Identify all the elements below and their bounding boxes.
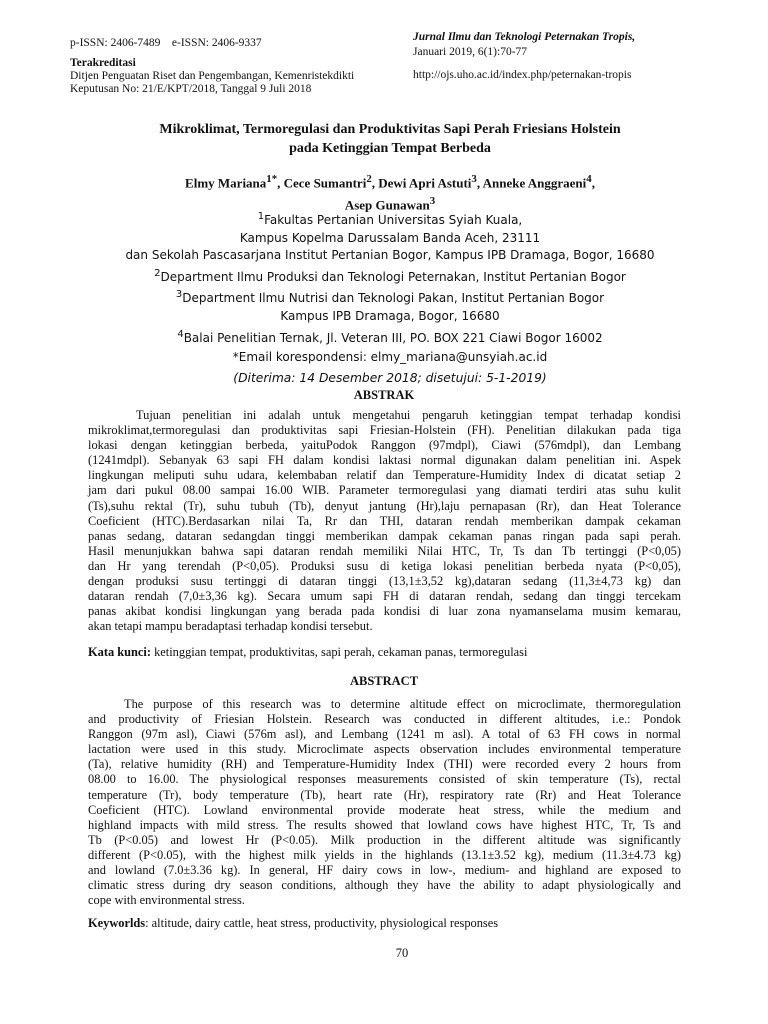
abstrak-line: dengan produksi susu tertinggi di dataran tinggi (13,1±3,52 kg),dataran sedang (11,3±4,73 kg) dan xyxy=(88,574,681,589)
affiliations xyxy=(40,208,740,387)
accreditation-line-1: Ditjen Penguatan Riset dan Pengembangan, Kemenristekdikti xyxy=(70,70,355,82)
author-name: Asep Gunawan xyxy=(344,197,430,213)
author-affiliation-mark: 4 xyxy=(586,173,592,185)
author-affiliation-mark: 2 xyxy=(366,173,372,185)
affiliation-3-line-2: Kampus IPB Dramaga, Bogor, 16680 xyxy=(280,308,500,323)
abstract-heading: ABSTRACT xyxy=(349,674,419,688)
abstract-line: climatic stress during dry season conditions, although they have the ability to adapt physiologically and xyxy=(88,878,681,893)
abstrak-body xyxy=(88,408,681,634)
affiliation-1-line-3: dan Sekolah Pascasarjana Institut Pertanian Bogor, Kampus IPB Dramaga, Bogor, 16680 xyxy=(125,248,655,263)
abstract-line: The purpose of this research was to determine altitude effect on microclimate, thermoregulation xyxy=(124,697,681,711)
abstrak-line: lokasi dengan ketinggian berbeda, yaituPodok Ranggon (97mdpl), Ciawi (576mdpl), dan Lembang xyxy=(88,438,681,453)
affiliation-text: Fakultas Pertanian Universitas Syiah Kuala, xyxy=(264,213,523,227)
abstrak-heading: ABSTRAK xyxy=(353,388,415,402)
received-accepted-dates: (Diterima: 14 Desember 2018; disetujui: 5-1-2019) xyxy=(233,370,547,385)
affiliation-mark: 2 xyxy=(154,267,161,279)
affiliation-mark: 4 xyxy=(177,328,184,340)
author-affiliation-mark: 3 xyxy=(471,173,477,185)
affiliation-text: Balai Penelitian Ternak, Jl. Veteran III, PO. BOX 221 Ciawi Bogor 16002 xyxy=(183,330,603,345)
author-name: Anneke Anggraeni xyxy=(482,175,587,191)
abstrak-line: Coeficient (HTC).Berdasarkan nilai Ta, Rr dan THI, dataran rendah memberikan dampak cekaman xyxy=(88,513,681,528)
title-line-2: pada Ketinggian Tempat Berbeda xyxy=(289,141,491,156)
affiliation-text: Department Ilmu Nutrisi dan Teknologi Pakan, Institut Pertanian Bogor xyxy=(182,291,605,306)
keywords-text: : altitude, dairy cattle, heat stress, productivity, physiological responses xyxy=(145,916,499,930)
journal-url[interactable]: http://ojs.uho.ac.id/index.php/peternakan-tropis xyxy=(413,69,632,81)
affiliation-1 xyxy=(40,208,740,230)
abstract-line: temperature (Tr), body temperature (Tb), heart rate (Hr), respiratory rate (Rr) and Heat Tolerance xyxy=(88,787,681,802)
abstract-line: highland impacts with mild stress. The results showed that lowland cows have highest HTC, Tr, Ts and xyxy=(88,817,681,832)
keywords-label: Keyworlds xyxy=(88,916,146,930)
abstract-line: lactation were used in this study. Microclimate aspects observation includes environmental temperature xyxy=(88,742,681,757)
title-line-1: Mikroklimat, Termoregulasi dan Produktivitas Sapi Perah Friesians Holstein xyxy=(159,122,621,137)
abstrak-line: (Ts),suhu rektal (Tr), suhu tubuh (Tb), denyut jantung (Hr),laju pernapasan (Rr), dan Heat Tolerance xyxy=(88,498,681,513)
abstrak-line: dan Hr yang terendah (P<0,05). Produksi susu di ketiga lokasi penelitian berbeda nyata (P<0,05), xyxy=(88,558,681,573)
abstrak-line: Tujuan penelitian ini adalah untuk mengetahui pengaruh ketinggian tempat terhadap kondisi xyxy=(136,408,681,422)
keywords-text: ketinggian tempat, produktivitas, sapi perah, cekaman panas, termoregulasi xyxy=(151,645,528,659)
affiliation-text: Department Ilmu Produksi dan Teknologi Peternakan, Institut Pertanian Bogor xyxy=(160,269,626,284)
author-affiliation-mark: 1* xyxy=(266,173,278,185)
abstract-line: (Ta), relative humidity (RH) and Temperature-Humidity Index (THI) were recorded every 2 hours from xyxy=(88,757,681,772)
affiliation-1-line-2: Kampus Kopelma Darussalam Banda Aceh, 23111 xyxy=(239,230,541,245)
abstract-line: and lowland (7.0±3.36 kg). In general, HF dairy cows in low-, medium- and highland are exposed to xyxy=(88,863,681,878)
abstract-line: different (P<0.05), with the highest milk yields in the highlands (13.1±3.52 kg), medium (11.3±4.73 kg) xyxy=(88,847,681,862)
abstrak-line: jam dari pukul 08.00 sampai 16.00 WIB. Parameter termoregulasi yang diamati terdiri atas suhu kulit xyxy=(88,483,681,498)
journal-issue: Januari 2019, 6(1):70-77 xyxy=(413,46,528,58)
abstrak-line: (1241mdpl). Sebanyak 63 sapi FH dalam kondisi laktasi normal digunakan dalam penelitian ini. Aspek xyxy=(88,453,681,468)
abstract-body xyxy=(88,697,681,908)
abstract-line: 08.00 to 16.00. The physiological responses measurements consisted of skin temperature (Ts), rectal xyxy=(88,772,681,787)
author-affiliation-mark: 3 xyxy=(429,195,436,208)
corresponding-email[interactable]: *Email korespondensi: elmy_mariana@unsyiah.ac.id xyxy=(232,350,548,365)
affiliation-mark: 1 xyxy=(257,211,265,222)
abstrak-line: mikroklimat,termoregulasi dan produktivitas sapi Friesian-Holstein (FH). Penelitian dilakukan pada tiga xyxy=(88,423,681,438)
keywords-label: Kata kunci: xyxy=(88,645,151,659)
affiliation-2 xyxy=(40,265,740,287)
author-line-1: Elmy Mariana$^{1*}$, Cece Sumantri$^2$, Dewi Apri Astuti$^3$, Anneke Anggraeni$^4$, xyxy=(185,173,595,191)
abstrak-line: panas akibat kondisi lingkungan yang berada pada kondisi di luar zona nyamanselama musim kemarau, xyxy=(88,604,681,619)
affiliation-3 xyxy=(40,286,740,308)
author-name: Dewi Apri Astuti xyxy=(378,175,472,191)
paper-title xyxy=(60,120,720,158)
journal-name: Jurnal Ilmu dan Teknologi Peternakan Tropis, xyxy=(413,31,636,43)
abstract-line: cope with environmental stress. xyxy=(88,893,245,908)
abstrak-line: dataran rendah (7,0±3,36 kg). Secara umum sapi FH di dataran rendah, sedang dan tinggi tercekam xyxy=(88,589,681,604)
page-number: 70 xyxy=(395,946,409,960)
abstrak-line: akan tetapi mampu beradaptasi terhadap kondisi tersebut. xyxy=(88,619,373,634)
abstract-line: and productivity of Friesian Holstein. Research was conducted in different altitudes, i.e.: Pondok xyxy=(88,712,681,727)
abstrak-line: lingkungan meliputi suhu udara, kelembaban relatif dan Temperature-Humidity Index di dicatat setiap 2 xyxy=(88,468,681,483)
abstract-keywords xyxy=(88,916,498,931)
abstrak-line: Hasil menunjukkan bahwa sapi dataran rendah memiliki Nilai HTC, Tr, Ts dan Tb tertinggi (P<0,05) xyxy=(88,543,681,558)
author-name: Elmy Mariana xyxy=(185,175,267,191)
affiliation-mark: 3 xyxy=(175,289,183,301)
author-name: Cece Sumantri xyxy=(283,175,367,191)
abstract-line: Coeficient (HTC). Lowland environmental provide moderate heat stress, while the medium and xyxy=(88,802,681,817)
affiliation-4 xyxy=(40,326,740,348)
abstract-line: Tb (P<0.05) and lowest Hr (P<0.05). Milk production in the different altitude was significantly xyxy=(88,832,681,847)
issn-line: p-ISSN: 2406-7489 e-ISSN: 2406-9337 xyxy=(70,37,262,49)
accreditation-title: Terakreditasi xyxy=(70,57,136,69)
abstrak-keywords xyxy=(88,645,527,660)
accreditation-line-2: Keputusan No: 21/E/KPT/2018, Tanggal 9 Juli 2018 xyxy=(70,83,312,95)
abstrak-line: panas sedang, dataran sedangdan tinggi memberikan dampak cekaman panas ringan pada sapi perah. xyxy=(88,528,681,543)
abstract-line: Ranggon (97m asl), Ciawi (576m asl), and Lembang (1241 m asl). A total of 63 FH cows in normal xyxy=(88,727,681,742)
